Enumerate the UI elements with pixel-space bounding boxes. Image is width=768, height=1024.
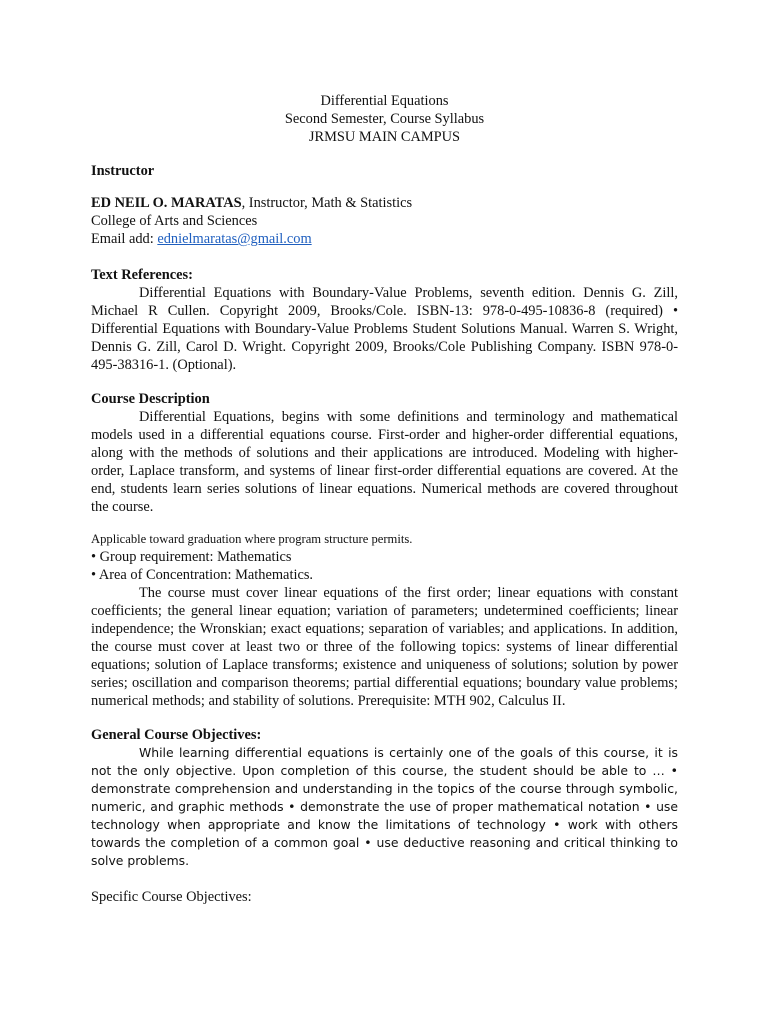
course-description-body: Differential Equations, begins with some definitions and terminology and mathematical models used in a differential equations course. First-order and higher-order differential equations, along with the methods of solutions and their applications are introduced. Modeling with higher-order, Laplace transform, and systems of linear first-order differential equations are covered. At the end, students learn series solutions of linear equations. Numerical methods are covered throughout the course. [91,409,678,515]
instructor-line [91,194,678,212]
bullet-area-of-concentration: • Area of Concentration: Mathematics. [91,567,314,583]
doc-title: Differential Equations [320,93,449,109]
bullet-group-requirement: • Group requirement: Mathematics [91,549,292,565]
course-description-heading: Course Description [91,391,210,407]
course-topics-body: The course must cover linear equations of the first order; linear equations with constant coefficients; the general linear equation; variation of parameters; undetermined coefficients; linear independence; the Wronskian; exact equations; separation of variables; and applications. In addition, the course must cover at least two or three of the following topics: systems of linear differential equations; solution of Laplace transforms; existence and uniqueness of solutions; solution by power series; oscillation and comparison theorems; partial differential equations; boundary value problems; numerical methods; and stability of solutions. Prerequisite: MTH 902, Calculus II. [91,585,678,709]
text-references-heading: Text References: [91,267,193,283]
instructor-name: ED NEIL O. MARATAS [91,195,242,211]
applicable-note: Applicable toward graduation where program structure permits. [91,532,413,546]
email-link[interactable]: ednielmaratas@gmail.com [157,231,312,247]
syllabus-page [91,92,678,906]
email-label: Email add: [91,231,158,247]
general-objectives-heading: General Course Objectives: [91,727,262,743]
instructor-college: College of Arts and Sciences [91,213,258,229]
instructor-role: , Instructor, Math & Statistics [241,195,413,211]
specific-objectives-heading: Specific Course Objectives: [91,889,252,905]
instructor-heading: Instructor [91,163,155,179]
general-objectives-body: While learning differential equations is certainly one of the goals of this course, it is not the only objective. Upon completion of this course, the student should be able to … • demonstrate comprehension and understanding in the topics of the course through symbolic, numeric, and graphic methods • demonstrate the use of proper mathematical notation • use technology when appropriate and know the limitations of technology • work with others towards the completion of a common goal • use deductive reasoning and critical thinking to solve problems. [91,745,678,868]
doc-campus: JRMSU MAIN CAMPUS [308,129,461,145]
doc-subtitle: Second Semester, Course Syllabus [284,111,485,127]
instructor-email-line [91,230,678,248]
text-references-body: Differential Equations with Boundary-Value Problems, seventh edition. Dennis G. Zill, Michael R Cullen. Copyright 2009, Brooks/Cole. ISBN-13: 978-0-495-10836-8 (required) • Differential Equations with Boundary-Value Problems Student Solutions Manual. Warren S. Wright, Dennis G. Zill, Carol D. Wright. Copyright 2009, Brooks/Cole Publishing Company. ISBN 978-0-495-38316-1. (Optional). [91,285,678,373]
